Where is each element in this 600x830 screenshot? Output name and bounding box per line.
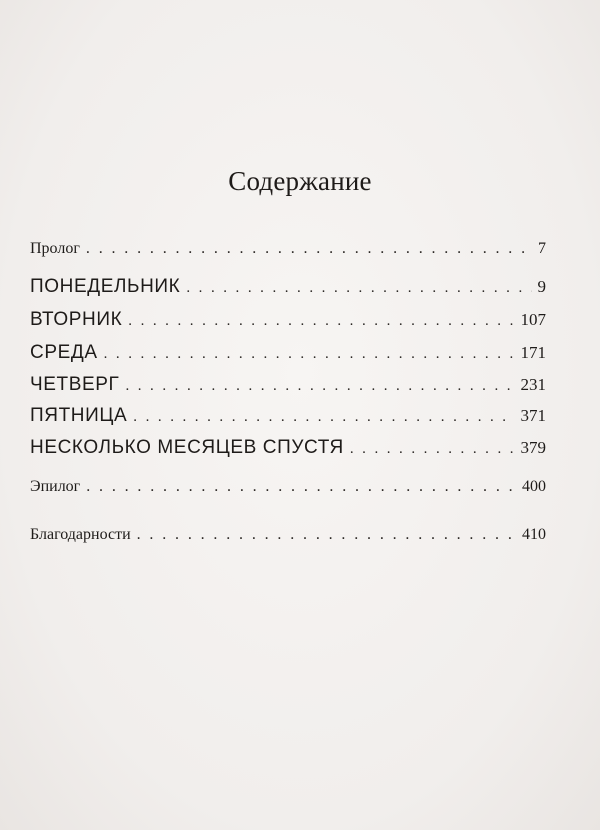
- toc-entry-label: Пролог: [30, 240, 80, 257]
- toc-entry-prologue[interactable]: [30, 240, 546, 258]
- show-through-text: [30, 0, 590, 96]
- dot-leader: [86, 478, 516, 496]
- toc-entry-label: СРЕДА: [30, 342, 98, 363]
- dot-leader: [186, 280, 531, 297]
- toc-entry-page: 171: [520, 343, 546, 362]
- toc-entry-page: 231: [520, 375, 546, 394]
- toc-entry-acknowledgements[interactable]: [30, 526, 546, 544]
- toc-entry-page: 9: [537, 277, 546, 296]
- toc-entry-label: ВТОРНИК: [30, 309, 123, 330]
- toc-title: Содержание: [228, 166, 372, 196]
- toc-entry-page: 400: [522, 478, 546, 495]
- toc-entry-thursday[interactable]: [30, 374, 546, 396]
- dot-leader: [128, 313, 514, 330]
- toc-entry-label: НЕСКОЛЬКО МЕСЯЦЕВ СПУСТЯ: [30, 437, 344, 458]
- toc-entry-label: ПЯТНИЦА: [30, 405, 128, 426]
- toc-entry-page: 7: [538, 240, 546, 257]
- dot-leader: [137, 526, 516, 544]
- dot-leader: [133, 409, 514, 426]
- toc-entry-page: 379: [520, 438, 546, 457]
- toc-entry-months-later[interactable]: [30, 437, 546, 459]
- toc-entry-label: ПОНЕДЕЛЬНИК: [30, 276, 181, 297]
- toc-entry-wednesday[interactable]: [30, 342, 546, 364]
- toc-entry-label: ЧЕТВЕРГ: [30, 374, 120, 395]
- dot-leader: [125, 378, 514, 395]
- toc-entry-label: Благодарности: [30, 526, 131, 543]
- toc-entry-page: 107: [520, 310, 546, 329]
- dot-leader: [86, 240, 532, 258]
- toc-entry-friday[interactable]: [30, 405, 546, 427]
- toc-entry-tuesday[interactable]: [30, 309, 546, 331]
- dot-leader: [350, 441, 515, 458]
- toc-entry-label: Эпилог: [30, 478, 81, 495]
- dot-leader: [104, 346, 515, 363]
- toc-entry-page: 410: [522, 526, 546, 543]
- toc-entry-epilogue[interactable]: [30, 478, 546, 496]
- toc-entry-page: 371: [520, 406, 546, 425]
- toc-entry-monday[interactable]: [30, 276, 546, 298]
